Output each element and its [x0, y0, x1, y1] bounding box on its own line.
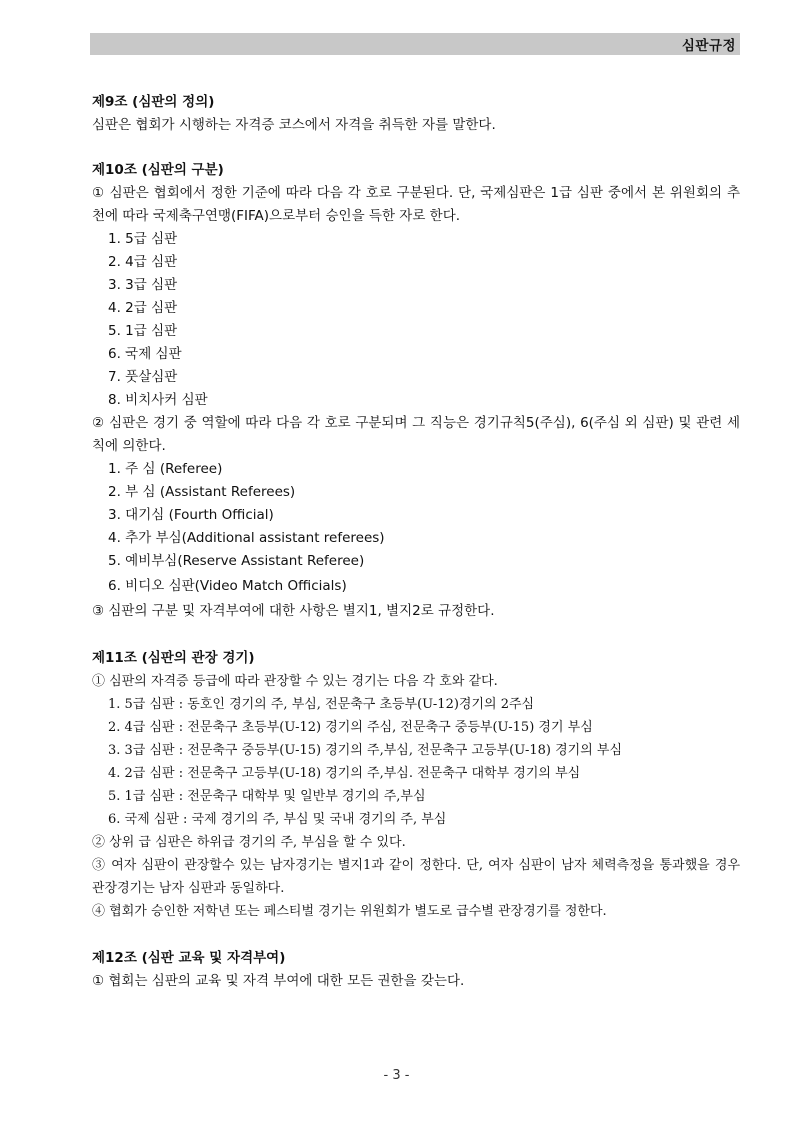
list-item: 3. 3급 심판 : 전문축구 중등부(U-15) 경기의 주,부심, 전문축구 고등부(U-18) 경기의 부심	[108, 743, 623, 758]
article-9-text: 심판은 협회가 시행하는 자격증 코스에서 자격을 취득한 자를 말한다.	[92, 117, 496, 133]
article-11-title: 제11조 (심판의 관장 경기)	[92, 650, 255, 666]
list-item: 4. 추가 부심(Additional assistant referees)	[108, 530, 385, 546]
list-item: 2. 4급 심판 : 전문축구 초등부(U-12) 경기의 주심, 전문축구 중등부(U-15) 경기 부심	[108, 720, 593, 735]
list-item: 6. 국제 심판 : 국제 경기의 주, 부심 및 국내 경기의 주, 부심	[108, 812, 447, 827]
list-item: 4. 2급 심판 : 전문축구 고등부(U-18) 경기의 주,부심. 전문축구 대학부 경기의 부심	[108, 766, 581, 781]
article-11-paragraph-4: ④ 협회가 승인한 저학년 또는 페스티벌 경기는 위원회가 별도로 급수별 관장경기를 정한다.	[92, 904, 607, 919]
list-item: 3. 대기심 (Fourth Official)	[108, 507, 274, 523]
article-11-paragraph-3: ③ 여자 심판이 관장할수 있는 남자경기는 별지1과 같이 정한다. 단, 여자 심판이 남자 체력측정을 통과했을 경우 관장경기는 남자 심판과 동일하다.	[92, 858, 740, 896]
list-item: 6. 국제 심판	[108, 346, 182, 362]
article-10-paragraph-2: ② 심판은 경기 중 역할에 따라 다음 각 호로 구분되며 그 직능은 경기규칙5(주심), 6(주심 외 심판) 및 관련 세칙에 의한다.	[92, 415, 740, 454]
list-item: 3. 3급 심판	[108, 277, 178, 293]
article-11-paragraph-1: ① 심판의 자격증 등급에 따라 관장할 수 있는 경기는 다음 각 호와 같다.	[92, 674, 498, 689]
article-10-title: 제10조 (심판의 구분)	[92, 162, 224, 178]
document-body	[92, 91, 740, 993]
article-12-paragraph-1: ① 협회는 심판의 교육 및 자격 부여에 대한 모든 권한을 갖는다.	[92, 973, 465, 989]
list-item: 2. 4급 심판	[108, 254, 178, 270]
list-item: 5. 1급 심판	[108, 323, 178, 339]
article-9-title: 제9조 (심판의 정의)	[92, 94, 215, 110]
article-12-title: 제12조 (심판 교육 및 자격부여)	[92, 950, 286, 966]
list-item: 1. 5급 심판 : 동호인 경기의 주, 부심, 전문축구 초등부(U-12)경기의 2주심	[108, 697, 535, 712]
header-bar	[90, 33, 740, 55]
list-item: 5. 예비부심(Reserve Assistant Referee)	[108, 553, 365, 569]
list-item: 2. 부 심 (Assistant Referees)	[108, 484, 296, 500]
article-11-paragraph-2: ② 상위 급 심판은 하위급 경기의 주, 부심을 할 수 있다.	[92, 835, 406, 850]
list-item: 6. 비디오 심판(Video Match Officials)	[108, 578, 347, 594]
list-item: 1. 5급 심판	[108, 231, 178, 247]
list-item: 5. 1급 심판 : 전문축구 대학부 및 일반부 경기의 주,부심	[108, 789, 426, 804]
list-item: 7. 풋살심판	[108, 369, 178, 385]
article-10-paragraph-3: ③ 심판의 구분 및 자격부여에 대한 사항은 별지1, 별지2로 규정한다.	[92, 603, 495, 619]
list-item: 4. 2급 심판	[108, 300, 178, 316]
document-title: 심판규정	[681, 38, 736, 54]
article-10-paragraph-1: ① 심판은 협회에서 정한 기준에 따라 다음 각 호로 구분된다. 단, 국제심판은 1급 심판 중에서 본 위원회의 추천에 따라 국제축구연맹(FIFA)으로부터 승인을 득한 자로 한다.	[92, 185, 740, 224]
list-item: 1. 주 심 (Referee)	[108, 461, 223, 477]
page-number: - 3 -	[383, 1068, 410, 1083]
list-item: 8. 비치사커 심판	[108, 392, 208, 408]
